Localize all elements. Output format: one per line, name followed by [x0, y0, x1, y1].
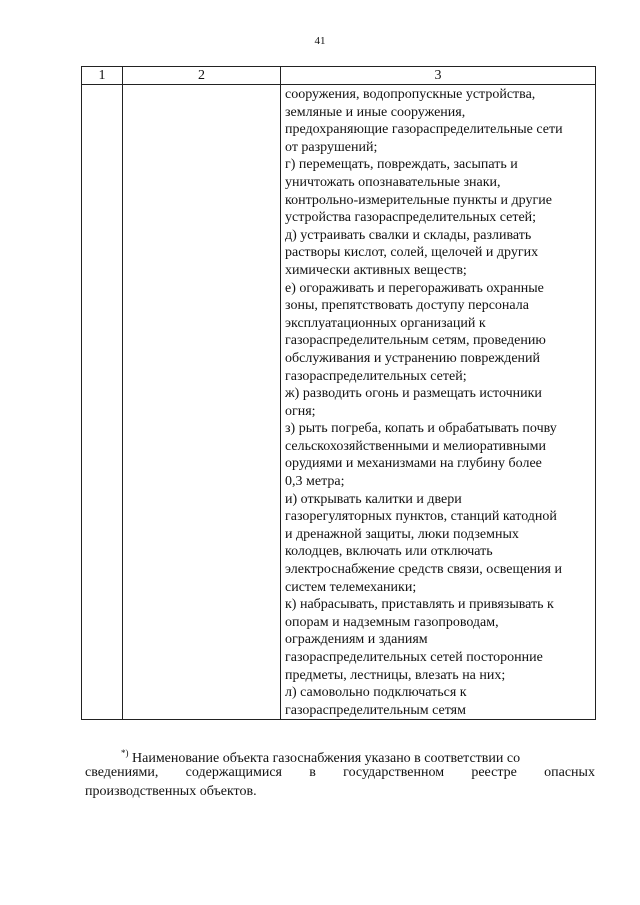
text-line: земляные и иные сооружения, — [285, 104, 466, 120]
footnote-line-3: производственных объектов. — [85, 784, 257, 799]
header-col-1: 1 — [82, 67, 123, 85]
cell-col-2 — [123, 85, 281, 720]
text-line: колодцев, включать или отключать — [285, 544, 493, 560]
text-line: эксплуатационных организаций к — [285, 315, 486, 331]
text-line: и) открывать калитки и двери — [285, 491, 462, 507]
prohibitions-table — [81, 66, 596, 720]
text-line: г) перемещать, повреждать, засыпать и — [285, 157, 518, 173]
text-line: орудиями и механизмами на глубину более — [285, 456, 542, 472]
text-line: химически активных веществ; — [285, 262, 467, 278]
footnote-line-1 — [85, 744, 595, 766]
text-line: устройства газораспределительных сетей; — [285, 210, 537, 226]
header-col-2: 2 — [123, 67, 281, 85]
footnote — [85, 744, 595, 801]
text-line: уничтожать опознавательные знаки, — [285, 174, 501, 190]
text-line: контрольно-измерительные пункты и другие — [285, 192, 552, 208]
table-header-row — [82, 67, 596, 85]
text-line: 0,3 метра; — [285, 474, 345, 490]
header-col-3: 3 — [281, 67, 596, 85]
text-line: систем телемеханики; — [285, 579, 417, 595]
text-line: газораспределительным сетям, проведению — [285, 333, 546, 349]
text-line: ж) разводить огонь и размещать источники — [285, 386, 542, 402]
text-line: предметы, лестницы, влезать на них; — [285, 667, 506, 683]
text-line: газораспределительных сетей посторонние — [285, 650, 543, 665]
text-line: з) рыть погреба, копать и обрабатывать почву — [285, 421, 557, 437]
text-line: от разрушений; — [285, 139, 378, 155]
text-line: газораспределительных сетей; — [285, 368, 467, 384]
text-line: к) набрасывать, приставлять и привязывать к — [285, 597, 554, 613]
page-number: 41 — [314, 35, 326, 47]
table-row — [82, 85, 596, 720]
cell-col-1 — [82, 85, 123, 720]
text-line: ограждениям и зданиям — [285, 632, 428, 648]
cell-col-3 — [281, 85, 596, 720]
footnote-word: опасных — [544, 765, 595, 780]
footnote-text-1: Наименование объекта газоснабжения указано в соответствии со — [132, 751, 521, 766]
text-line: д) устраивать свалки и склады, разливать — [285, 227, 532, 243]
footnote-word: государственном — [343, 765, 445, 780]
text-line: предохраняющие газораспределительные сети — [285, 122, 563, 138]
text-line: электроснабжение средств связи, освещения и — [285, 562, 562, 578]
footnote-word: реестре — [471, 765, 517, 780]
text-line: огня; — [285, 403, 316, 419]
text-line: зоны, препятствовать доступу персонала — [285, 298, 529, 314]
text-line: л) самовольно подключаться к — [285, 685, 467, 701]
text-line: сельскохозяйственными и мелиоративными — [285, 438, 547, 454]
footnote-word: в — [309, 765, 316, 780]
footnote-word: сведениями, — [85, 765, 159, 780]
text-line: опорам и надземным газопроводам, — [285, 614, 499, 630]
footnote-mark: *) — [121, 748, 129, 758]
text-line: газораспределительным сетям — [285, 702, 466, 718]
text-line: обслуживания и устранению повреждений — [285, 350, 541, 366]
text-line: и дренажной защиты, люки подземных — [285, 526, 519, 542]
text-line: газорегуляторных пунктов, станций катодной — [285, 509, 557, 525]
text-line: сооружения, водопропускные устройства, — [285, 87, 536, 102]
text-line: растворы кислот, солей, щелочей и других — [285, 245, 539, 261]
text-line: е) огораживать и перегораживать охранные — [285, 280, 544, 296]
footnote-word: содержащимися — [185, 765, 282, 780]
